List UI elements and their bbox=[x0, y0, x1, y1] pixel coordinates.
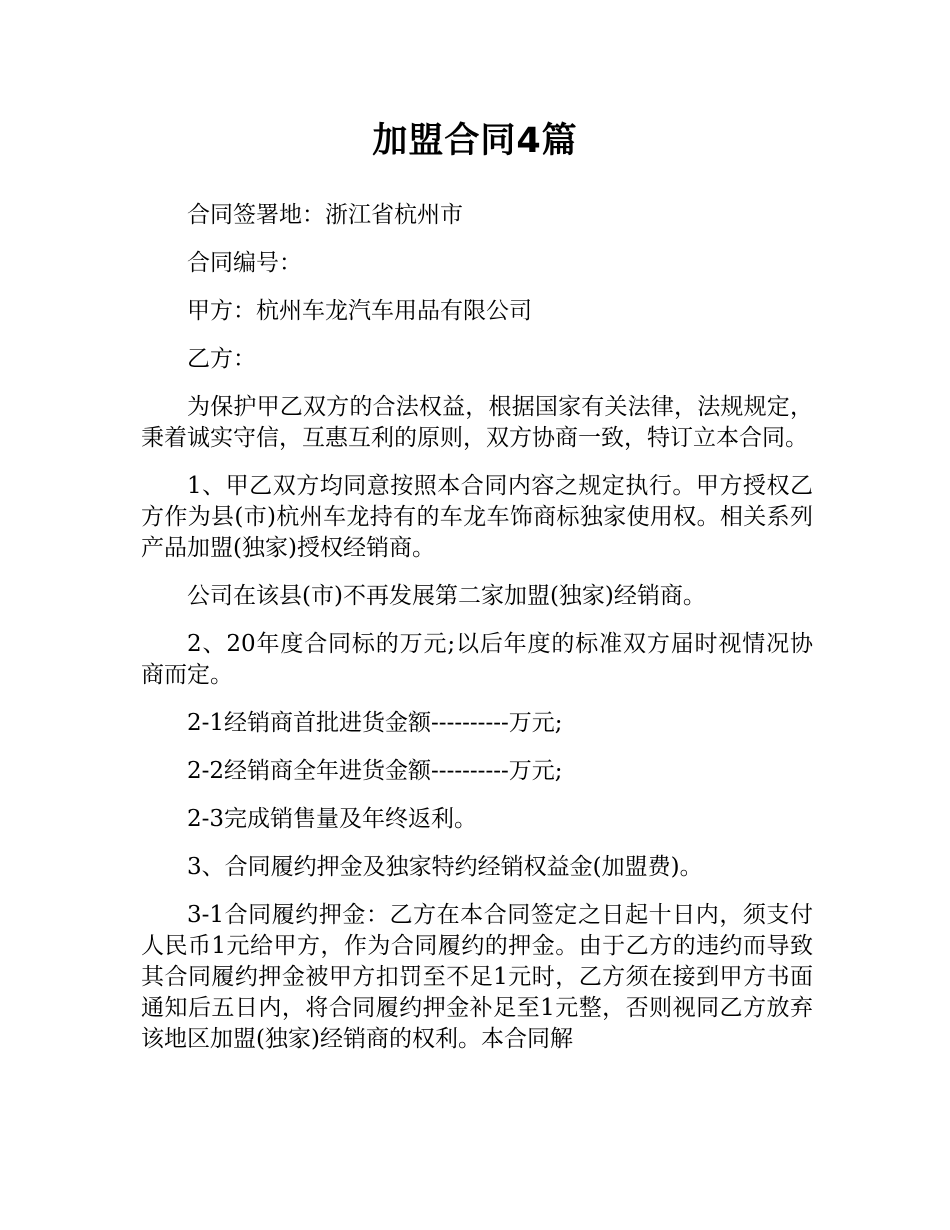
document-body bbox=[141, 200, 813, 1072]
clause-1-note: 公司在该县(市)不再发展第二家加盟(独家)经销商。 bbox=[187, 583, 706, 609]
clause-2-1: 2-1经销商首批进货金额----------万元; bbox=[187, 710, 563, 736]
clause-3-1: 3-1合同履约押金：乙方在本合同签定之日起十日内，须支付人民币1元给甲方，作为合同履约的押金。由于乙方的违约而导致其合同履约押金被甲方扣罚至不足1元时，乙方须在接到甲方书面通知后五日内，将合同履约押金补足至1元整，否则视同乙方放弃该地区加盟(独家)经销商的权利。本合同解 bbox=[141, 902, 813, 1052]
preamble-paragraph: 为保护甲乙双方的合法权益，根据国家有关法律，法规规定，秉着诚实守信，互惠互利的原则，双方协商一致，特订立本合同。 bbox=[141, 394, 813, 451]
clause-1: 1、甲乙双方均同意按照本合同内容之规定执行。甲方授权乙方作为县(市)杭州车龙持有的车龙车饰商标独家使用权。相关系列产品加盟(独家)授权经销商。 bbox=[141, 473, 813, 561]
document-title: 加盟合同4篇 bbox=[372, 121, 578, 161]
party-a: 甲方：杭州车龙汽车用品有限公司 bbox=[187, 298, 532, 324]
party-b: 乙方： bbox=[187, 346, 256, 372]
clause-3: 3、合同履约押金及独家特约经销权益金(加盟费)。 bbox=[187, 854, 703, 880]
clause-2-3: 2-3完成销售量及年终返利。 bbox=[187, 806, 478, 832]
contract-number: 合同编号： bbox=[187, 250, 302, 276]
clause-2: 2、20年度合同标的万元;以后年度的标准双方届时视情况协商而定。 bbox=[141, 631, 813, 688]
clause-2-2: 2-2经销商全年进货金额----------万元; bbox=[187, 758, 563, 784]
contract-place: 合同签署地：浙江省杭州市 bbox=[187, 202, 463, 228]
